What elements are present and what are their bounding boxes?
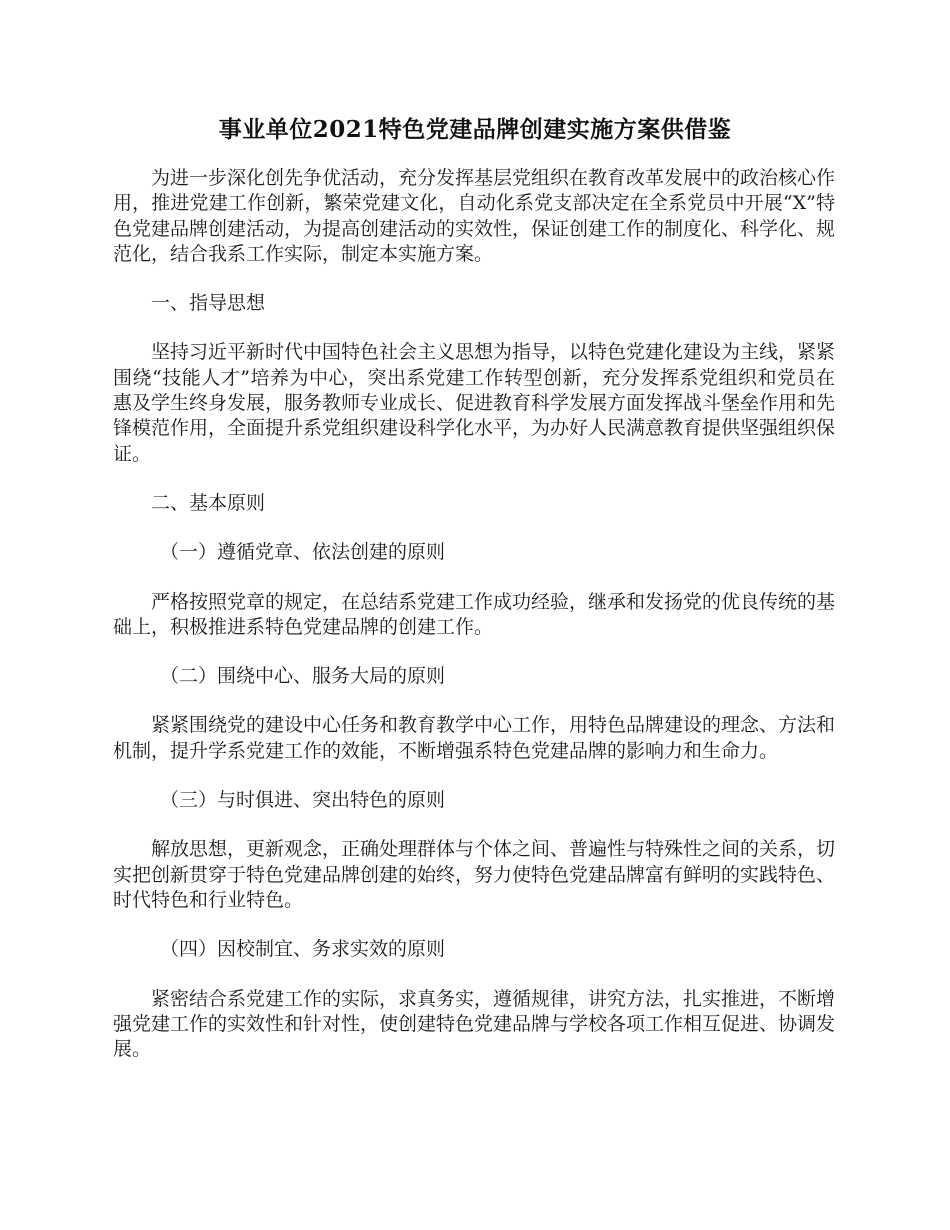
principle-paragraph-2: 紧紧围绕党的建设中心任务和教育教学中心工作，用特色品牌建设的理念、方法和机制，提升学系党建工作的效能，不断增强系特色党建品牌的影响力和生命力。 [113,714,836,762]
principle-heading-3: （三）与时俱进、突出特色的原则 [160,789,446,812]
document-title: 事业单位2021特色党建品牌创建实施方案供借鉴 [218,116,732,143]
principle-heading-4: （四）因校制宜、务求实效的原则 [160,938,446,961]
principle-heading-1: （一）遵循党章、依法创建的原则 [160,541,446,564]
principle-paragraph-1: 严格按照党章的规定，在总结系党建工作成功经验，继承和发扬党的优良传统的基础上，积极推进系特色党建品牌的创建工作。 [113,590,836,638]
section-heading-basic-principles: 二、基本原则 [151,491,266,514]
principle-paragraph-3: 解放思想，更新观念，正确处理群体与个体之间、普遍性与特殊性之间的关系，切实把创新贯穿于特色党建品牌创建的始终，努力使特色党建品牌富有鲜明的实践特色、时代特色和行业特色。 [113,838,836,911]
section-heading-guiding-ideology: 一、指导思想 [151,292,266,315]
principle-heading-2: （二）围绕中心、服务大局的原则 [160,665,446,688]
intro-paragraph: 为进一步深化创先争优活动，充分发挥基层党组织在教育改革发展中的政治核心作用，推进党建工作创新，繁荣党建文化，自动化系党支部决定在全系党员中开展“X”特色党建品牌创建活动，为提高创建活动的实效性，保证创建工作的制度化、科学化、规范化，结合我系工作实际，制定本实施方案。 [113,167,836,265]
guiding-ideology-paragraph: 坚持习近平新时代中国特色社会主义思想为指导，以特色党建化建设为主线，紧紧围绕“技能人才”培养为中心，突出系党建工作转型创新，充分发挥系党组织和党员在惠及学生终身发展，服务教师专业成长、促进教育科学发展方面发挥战斗堡垒作用和先锋模范作用，全面提升系党组织建设科学化水平，为办好人民满意教育提供坚强组织保证。 [113,341,836,465]
principle-paragraph-4: 紧密结合系党建工作的实际，求真务实，遵循规律，讲究方法，扎实推进，不断增强党建工作的实效性和针对性，使创建特色党建品牌与学校各项工作相互促进、协调发展。 [113,987,836,1061]
document-body [113,166,835,1062]
